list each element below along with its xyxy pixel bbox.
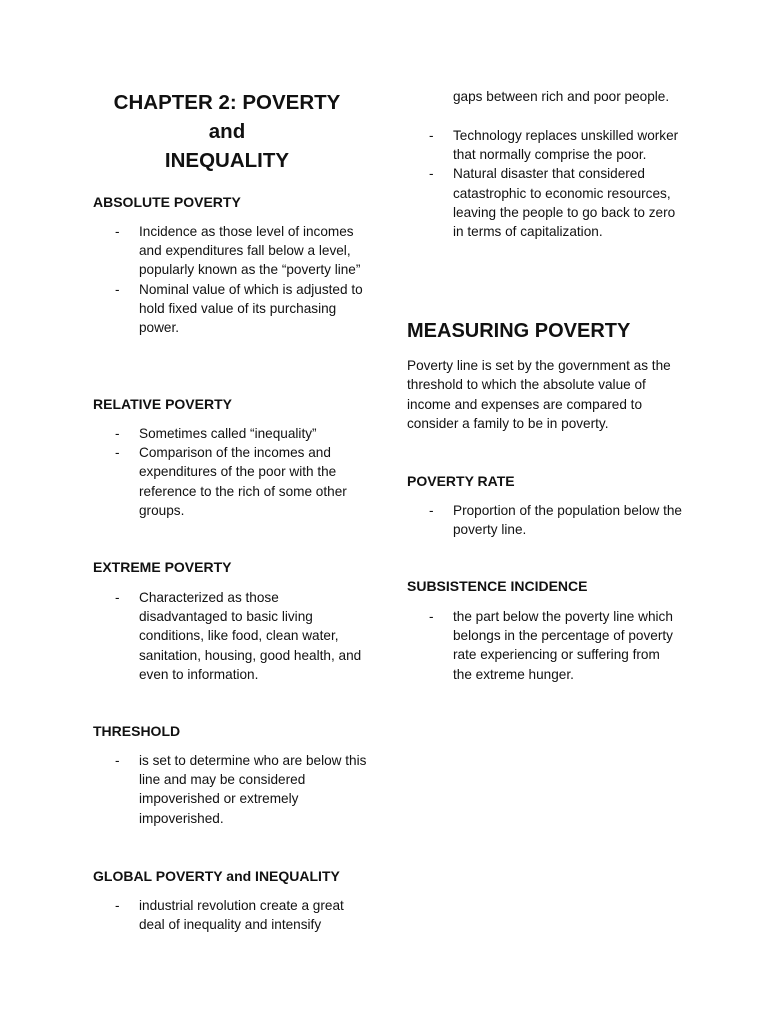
absolute-poverty-list — [93, 222, 368, 337]
list-item — [93, 588, 368, 684]
list-item-text: Natural disaster that considered catastrophic to economic resources, leaving the people to go back to zero in terms of capitalization. — [453, 166, 676, 240]
bullet-dash: - — [115, 753, 120, 768]
list-item — [93, 222, 368, 280]
threshold-list — [93, 751, 368, 828]
section-heading-measuring-poverty: MEASURING POVERTY — [407, 320, 631, 342]
section-heading-absolute-poverty: ABSOLUTE POVERTY — [93, 194, 241, 210]
poverty-rate-list — [407, 501, 682, 539]
section-heading-poverty-rate: POVERTY RATE — [407, 473, 515, 489]
list-item — [407, 126, 682, 164]
list-item — [407, 501, 682, 539]
section-heading-extreme-poverty: EXTREME POVERTY — [93, 559, 232, 575]
extreme-poverty-list — [93, 588, 368, 684]
bullet-dash: - — [115, 898, 120, 913]
bullet-dash: - — [429, 503, 434, 518]
bullet-dash: - — [429, 609, 434, 624]
bullet-dash: - — [429, 128, 434, 143]
list-item-text: Sometimes called “inequality” — [139, 426, 317, 441]
list-item-text: industrial revolution create a great deal of inequality and intensify — [139, 898, 344, 933]
measuring-poverty-paragraph: Poverty line is set by the government as the threshold to which the absolute value of income and expenses are compared to consider a family to be in poverty. — [407, 358, 671, 432]
continued-text: gaps between rich and poor people. — [453, 89, 670, 104]
section-heading-relative-poverty: RELATIVE POVERTY — [93, 396, 232, 412]
bullet-dash: - — [115, 590, 120, 605]
list-item — [407, 607, 682, 684]
list-item-text: Comparison of the incomes and expenditures of the poor with the reference to the rich of some other groups. — [139, 445, 347, 518]
list-item — [407, 164, 682, 241]
list-item-text: is set to determine who are below this line and may be considered impoverished or extremely impoverished. — [139, 753, 367, 826]
relative-poverty-list — [93, 424, 368, 520]
subsistence-incidence-list — [407, 607, 682, 684]
bullet-dash: - — [115, 224, 120, 239]
bullet-dash: - — [429, 166, 434, 182]
bullet-dash: - — [115, 281, 120, 297]
list-item — [93, 443, 368, 520]
list-item-text: Proportion of the population below the poverty line. — [453, 503, 682, 538]
list-item-text: Nominal value of which is adjusted to hold fixed value of its purchasing power. — [139, 281, 363, 336]
global-poverty-list — [93, 896, 368, 934]
list-item — [93, 280, 368, 338]
list-item-text: Incidence as those level of incomes and expenditures fall below a level, popularly known as the “poverty line” — [139, 224, 361, 278]
list-item — [93, 896, 368, 934]
page-title-line1: CHAPTER 2: POVERTY and — [113, 91, 341, 143]
list-item-text: Characterized as those disadvantaged to basic living conditions, like food, clean water, sanitation, housing, good health, and even to information. — [139, 590, 362, 682]
list-item — [93, 424, 368, 443]
section-heading-global-poverty: GLOBAL POVERTY and INEQUALITY — [93, 868, 340, 884]
page-title-line2: INEQUALITY — [164, 149, 290, 172]
section-heading-threshold: THRESHOLD — [93, 723, 181, 739]
bullet-dash: - — [115, 445, 120, 461]
section-heading-subsistence-incidence: SUBSISTENCE INCIDENCE — [407, 578, 588, 594]
global-poverty-list-continued — [407, 126, 682, 241]
list-item — [93, 751, 368, 828]
list-item-text: the part below the poverty line which belongs in the percentage of poverty rate experiencing or suffering from the extreme hunger. — [453, 609, 673, 682]
list-item-text: Technology replaces unskilled worker that normally comprise the poor. — [453, 128, 679, 163]
bullet-dash: - — [115, 426, 120, 441]
page-title — [93, 88, 361, 175]
